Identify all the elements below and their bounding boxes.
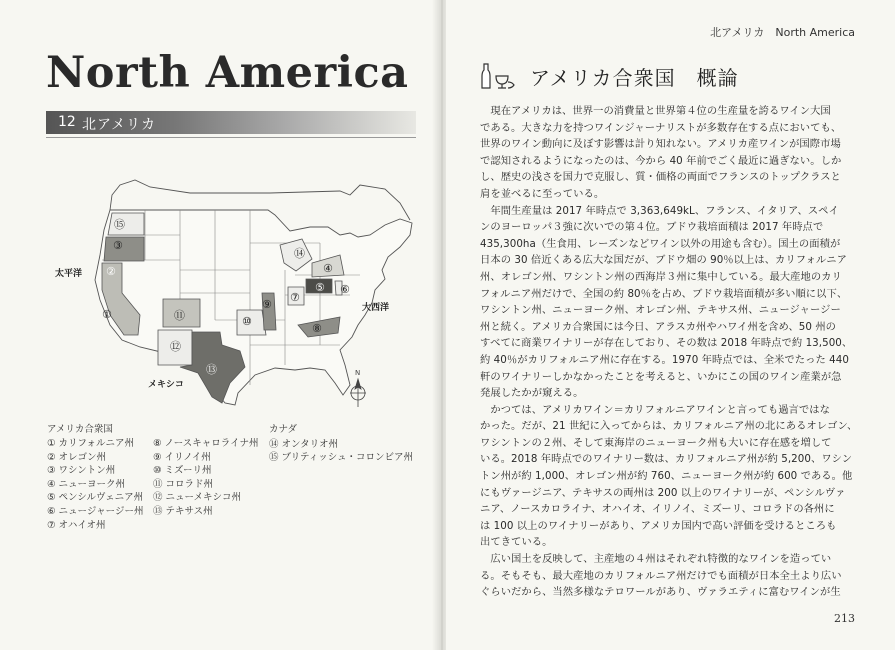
body-line: る。そもそも、最大産地のカリフォルニア州だけでも面積が日本全土より広い (480, 569, 842, 582)
body-line: ワシントンの２州、そして東海岸のニューヨーク州も大いに存在感を増して (480, 436, 832, 449)
body-line: 州、オレゴン州、ワシントン州の西海岸３州に集中している。最大産地のカリ (480, 270, 842, 283)
body-line: 出てきている。 (480, 536, 553, 549)
marker-7: ⑦ (290, 291, 300, 304)
body-line: いる。2018 年時点でのワイナリー数は、カリフォルニア州が約 5,200、ワシン (480, 453, 853, 466)
legend-usa-heading: アメリカ合衆国 (47, 424, 113, 435)
body-line: かった。だが、21 世紀に入ってからは、カリフォルニア州の北にあるオレゴン、 (480, 420, 858, 433)
body-line: ぐらいだから、当然多様なテロワールがあり、ヴァラエティに富むワインが生 (480, 586, 841, 599)
state-oregon (104, 237, 144, 261)
label-mexico: メキシコ (148, 380, 184, 390)
page-number: 213 (834, 612, 855, 625)
legend-canada (269, 423, 413, 465)
body-line: 日本の 30 倍近くある広大な国だが、ブドウ畑の 90％以上は、カリフォルニア (480, 254, 847, 267)
wine-glass-icon (480, 62, 520, 90)
left-page (0, 0, 438, 650)
legend-item: ④ ニューヨーク州 (47, 478, 126, 490)
marker-10: ⑩ (242, 315, 252, 328)
body-line: かつては、アメリカワイン＝カリフォルニアワインと言っても過言ではな (480, 403, 830, 416)
legend-item: ⑦ オハイオ州 (47, 519, 106, 531)
marker-11: ⑪ (174, 309, 185, 322)
marker-1: ① (102, 308, 112, 321)
label-atlantic: 大西洋 (362, 303, 390, 313)
compass-icon (350, 369, 366, 407)
legend-item: ⑥ ニュージャージー州 (47, 505, 144, 517)
chapter-band (46, 111, 416, 134)
right-page (446, 0, 895, 650)
legend-item: ⑨ イリノイ州 (153, 451, 211, 463)
body-line: 州と続く。アメリカ合衆国には今日、アラスカ州やハワイ州を含め、50 州の (480, 320, 837, 333)
body-line: 軒のワイナリーしかなかったことを考えると、いかにこの国のワイン産業が急 (480, 370, 842, 383)
body-line: 年間生産量は 2017 年時点で 3,363,649kL、フランス、イタリア、スペイ (480, 204, 839, 217)
body-line: 広い国土を反映して、主産地の４州はそれぞれ特徴的なワインを造ってい (480, 553, 832, 566)
body-line: 世界のワイン動向に及ぼす影響は計り知れない。アメリカ産ワインが国際市場 (480, 138, 841, 151)
body-line: は 100 以上のワイナリーがあり、アメリカ国内で高い評価を受けるところも (480, 519, 837, 532)
body-line: 現在アメリカは、世界一の消費量と世界第４位の生産量を誇るワイン大国 (480, 105, 831, 117)
body-line: ニア、ノースカロライナ、オハイオ、イリノイ、ミズーリ、コロラドの各州に (480, 503, 835, 516)
body-line: トン州が約 1,000、オレゴン州が約 760、ニューヨーク州が約 600 である。他 (480, 470, 853, 483)
marker-8: ⑧ (312, 322, 322, 335)
legend-item: ⑤ ペンシルヴェニア州 (47, 492, 144, 504)
marker-15: ⑮ (114, 218, 125, 231)
marker-3: ③ (113, 239, 123, 252)
label-pacific: 太平洋 (55, 269, 83, 279)
marker-14: ⑭ (294, 247, 305, 260)
body-line: にもヴァージニア、テキサスの両州は 200 以上のワイナリーが、ペンシルヴァ (480, 486, 846, 499)
legend-usa-col2 (153, 437, 259, 519)
body-line: である。大きな力を持つワインジャーナリストが多数存在する点においても、 (480, 121, 842, 134)
body-line: ワシントン州、ニューヨーク州、オレゴン州、テキサス州、ニュージャージー (480, 304, 841, 317)
body-line: すべてに商業ワイナリーが存在しており、その数は 2018 年時点で約 13,500、 (480, 337, 853, 350)
legend-item: ⑬ テキサス州 (153, 505, 213, 517)
north-america-map (40, 175, 438, 420)
legend-item: ⑫ ニューメキシコ州 (153, 492, 241, 504)
body-line: で認知されるようになったのは、今から 40 年前でごく最近に過ぎない。しか (480, 154, 842, 167)
legend-item: ⑩ ミズーリ州 (153, 465, 212, 477)
chapter-rule (46, 137, 416, 138)
legend-item: ⑪ コロラド州 (153, 478, 214, 490)
chapter-number: 12 (58, 114, 76, 130)
marker-5: ⑤ (315, 281, 325, 294)
body-line: ンのヨーロッパ３強に次いでの第４位。ブドウ栽培面積は 2017 年時点で (480, 221, 824, 234)
body-text (480, 103, 859, 601)
chapter-name: 北アメリカ (82, 117, 157, 133)
body-line: 肩を並べるに至っている。 (480, 187, 605, 200)
section-heading (480, 60, 860, 90)
compass-north: N (355, 369, 361, 377)
marker-9: ⑨ (262, 298, 272, 311)
body-line: フォルニア州だけで、全国の約 80％を占め、ブドウ栽培面積が多い順に以下、 (480, 287, 848, 300)
page-title: North America (46, 48, 409, 98)
legend-item: ⑧ ノースキャロライナ州 (153, 438, 259, 449)
marker-6: ⑥ (340, 283, 350, 296)
legend-item: ③ ワシントン州 (47, 465, 116, 477)
marker-13: ⑬ (206, 363, 217, 376)
body-line: 約 40％がカリフォルニア州に存在する。1970 年時点では、全米でたった 440 (480, 353, 849, 366)
legend-item: ⑮ ブリティッシュ・コロンビア州 (269, 452, 414, 464)
running-header: 北アメリカ North America (710, 26, 855, 39)
legend-usa-col1 (47, 437, 143, 532)
legend-canada-heading: カナダ (269, 424, 298, 435)
body-line: 発展したかが窺える。 (480, 387, 584, 400)
legend-item: ① カリフォルニア州 (47, 438, 135, 449)
section-title: アメリカ合衆国 概論 (530, 66, 739, 90)
legend-item: ⑭ オンタリオ州 (269, 438, 339, 450)
marker-2: ② (106, 265, 116, 278)
body-line: し、歴史の浅さを国力で克服し、質・価格の両面でフランスのトップクラスと (480, 171, 841, 184)
body-line: 435,300ha（生食用、レーズンなどワイン以外の用途も含む）。国土の面積が (480, 237, 841, 250)
marker-12: ⑫ (170, 340, 181, 353)
marker-4: ④ (323, 262, 333, 275)
legend-item: ② オレゴン州 (47, 451, 107, 463)
